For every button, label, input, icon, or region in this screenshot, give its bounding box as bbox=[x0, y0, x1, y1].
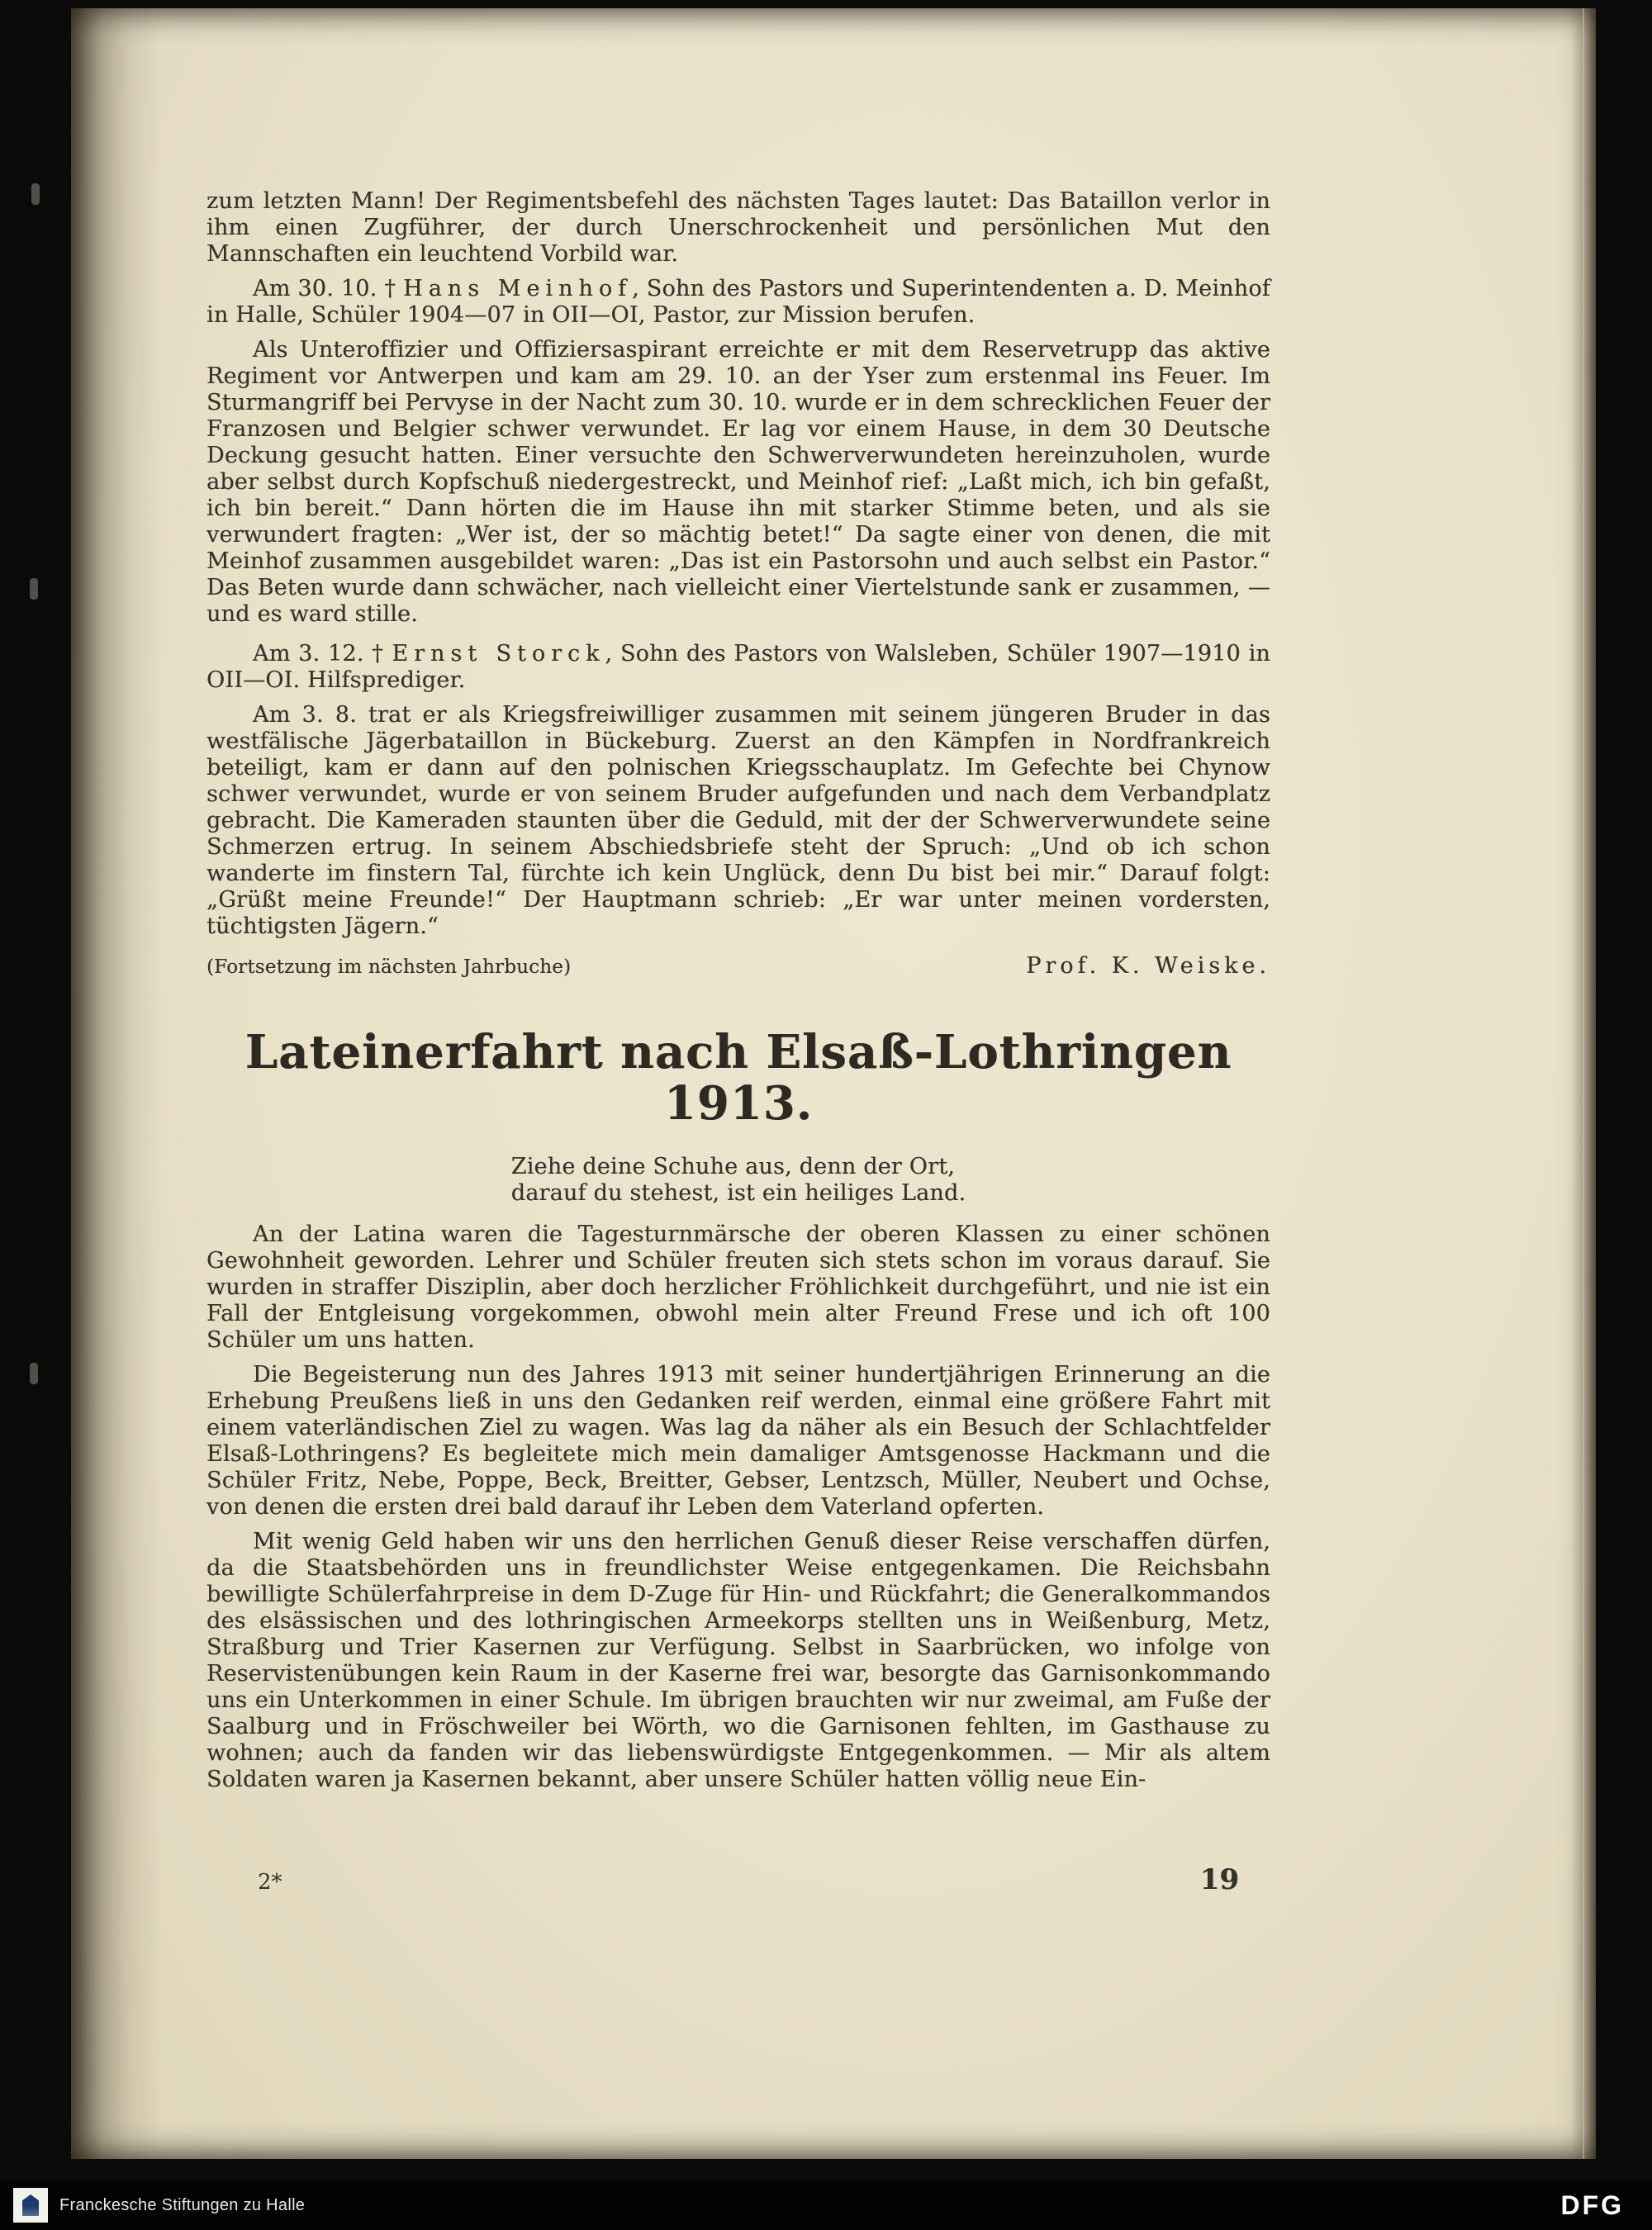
binding-thread bbox=[30, 1363, 38, 1384]
obituary-date: Am 30. 10. † bbox=[253, 276, 404, 301]
digitization-banner bbox=[0, 2180, 1652, 2230]
obituary-name: Ernst Storck bbox=[392, 641, 605, 667]
dfg-logo: DFG bbox=[1560, 2190, 1624, 2220]
obituary-detail: , Sohn des Pastors und Superintendenten a. D. Meinhof in Halle, Schüler 1904—07 in OII—OI, Pastor, zur Mission berufen. bbox=[206, 276, 1270, 328]
continuation-row bbox=[206, 953, 1270, 980]
obituary-date: Am 3. 12. † bbox=[253, 641, 392, 667]
obituary-detail: , Sohn des Pastors von Walsleben, Schüler 1907—1910 in OII—OI. Hilfsprediger. bbox=[206, 641, 1270, 693]
binding-thread bbox=[30, 578, 38, 600]
paragraph: Die Begeisterung nun des Jahres 1913 mit seiner hundertjährigen Erinnerung an die Erhebung Preußens ließ in uns den Gedanken reif werden, einmal eine größere Fahrt mit einem vaterländischen Ziel zu wagen. Was lag da näher als ein Besuch der Schlachtfelder Elsaß-Lothringens? Es begleitete mich mein damaliger Amtsgenosse Hackmann und die Schüler Fritz, Nebe, Poppe, Beck, Breitter, Gebser, Lentzsch, Müller, Neubert und Ochse, von denen die ersten drei bald darauf ihr Leben dem Vaterland opferten. bbox=[206, 1362, 1270, 1520]
emblem-icon bbox=[22, 2194, 39, 2216]
obituary-entry bbox=[206, 641, 1270, 694]
obituary-name: Hans Meinhof bbox=[403, 276, 633, 301]
epigraph-line: Ziehe deine Schuhe aus, denn der Ort, bbox=[510, 1154, 956, 1179]
paragraph: An der Latina waren die Tagesturnmärsche der oberen Klassen zu einer schönen Gewohnheit geworden. Lehrer und Schüler freuten sich stets schon im voraus darauf. Sie wurden in straffer Disziplin, aber doch herzlicher Fröhlichkeit durchgeführt, und nie ist ein Fall der Entgleisung vorgekommen, obwohl mein alter Freund Frese und ich oft 100 Schüler um uns hatten. bbox=[206, 1222, 1270, 1353]
epigraph-line: darauf du stehest, ist ein heiliges Land. bbox=[510, 1180, 966, 1206]
binding-thread bbox=[31, 183, 40, 205]
obituary-body: Am 3. 8. trat er als Kriegsfreiwilliger zusammen mit seinem jüngeren Bruder in das westfälische Jägerbataillon in Bückeburg. Zuerst an den Kämpfen in Nordfrankreich beteiligt, kam er dann auf den polnischen Kriegsschauplatz. Im Gefechte bei Chynow schwer verwundet, wurde er von seinem Bruder aufgefunden und nach dem Verbandplatz gebracht. Die Kameraden staunten über die Geduld, mit der der Schwerverwundete seine Schmerzen ertrug. In seinem Abschiedsbriefe steht der Spruch: „Und ob ich schon wanderte im finstern Tal, fürchte ich kein Unglück, denn Du bist bei mir.“ Darauf folgt: „Grüßt meine Freunde!“ Der Hauptmann schrieb: „Er war unter meinen vordersten, tüchtigsten Jägern.“ bbox=[206, 702, 1270, 939]
text-block bbox=[206, 188, 1270, 1793]
continuation-note: (Fortsetzung im nächsten Jahrbuche) bbox=[206, 956, 572, 978]
section-heading: Lateinerfahrt nach Elsaß-Lothringen 1913. bbox=[244, 1025, 1232, 1131]
epigraph bbox=[511, 1154, 966, 1207]
obituary-entry bbox=[206, 276, 1270, 329]
paragraph: Mit wenig Geld haben wir uns den herrlichen Genuß dieser Reise verschaffen dürfen, da die Staatsbehörden uns in freundlichster Weise entgegenkamen. Die Reichsbahn bewilligte Schülerfahrpreise in dem D-Zuge für Hin- und Rückfahrt; die Generalkommandos des elsässischen und des lothringischen Armeekorps stellten uns in Weißenburg, Metz, Straßburg und Trier Kasernen zur Verfügung. Selbst in Saarbrücken, wo infolge von Reservistenübungen kein Raum in der Kaserne frei war, besorgte das Garnisonkommando uns ein Unterkommen in einer Schule. Im übrigen brauchten wir nur zweimal, am Fuße der Saalburg und in Fröschweiler bei Wörth, wo die Garnisonen fehlten, im Gasthause zu wohnen; auch da fanden wir das liebenswürdigste Entgegenkommen. — Mir als altem Soldaten waren ja Kasernen bekannt, aber unsere Schüler hatten völlig neue Ein- bbox=[206, 1529, 1270, 1792]
page-stack-edge bbox=[1583, 8, 1584, 2159]
page-footer bbox=[206, 1863, 1270, 1896]
franckesche-stiftungen-logo-icon bbox=[13, 2188, 48, 2223]
book-page bbox=[71, 8, 1596, 2159]
obituary-body: Als Unteroffizier und Offiziersaspirant erreichte er mit dem Reservetrupp das aktive Regiment vor Antwerpen und kam am 29. 10. an der Yser zum erstenmal ins Feuer. Im Sturmangriff bei Pervyse in der Nacht zum 30. 10. wurde er in dem schrecklichen Feuer der Franzosen und Belgier schwer verwundet. Er lag vor einem Hause, in dem 30 Deutsche Deckung gesucht hatten. Einer versuchte den Schwerverwundeten hereinzuholen, wurde aber selbst durch Kopfschuß niedergestreckt, und Meinhof rief: „Laßt mich, ich bin gefaßt, ich bin bereit.“ Dann hörten die im Hause ihn mit starker Stimme beten, und als sie verwundert fragten: „Wer ist, der so mächtig betet!“ Da sagte einer von denen, die mit Meinhof zusammen ausgebildet waren: „Das ist ein Pastorsohn und auch selbst ein Pastor.“ Das Beten wurde dann schwächer, nach vielleicht einer Viertelstunde sank er zusammen, — und es ward stille. bbox=[206, 337, 1270, 627]
institution-label: Franckesche Stiftungen zu Halle bbox=[59, 2195, 306, 2214]
paragraph: zum letzten Mann! Der Regimentsbefehl des nächsten Tages lautet: Das Bataillon verlor in ihm einen Zugführer, der durch Unerschrockenheit und persönlichen Mut den Mannschaften ein leuchtend Vorbild war. bbox=[206, 188, 1270, 267]
signature-mark: 2* bbox=[258, 1870, 282, 1895]
author-signature: Prof. K. Weiske. bbox=[1026, 953, 1270, 979]
page-number: 19 bbox=[1199, 1863, 1239, 1896]
